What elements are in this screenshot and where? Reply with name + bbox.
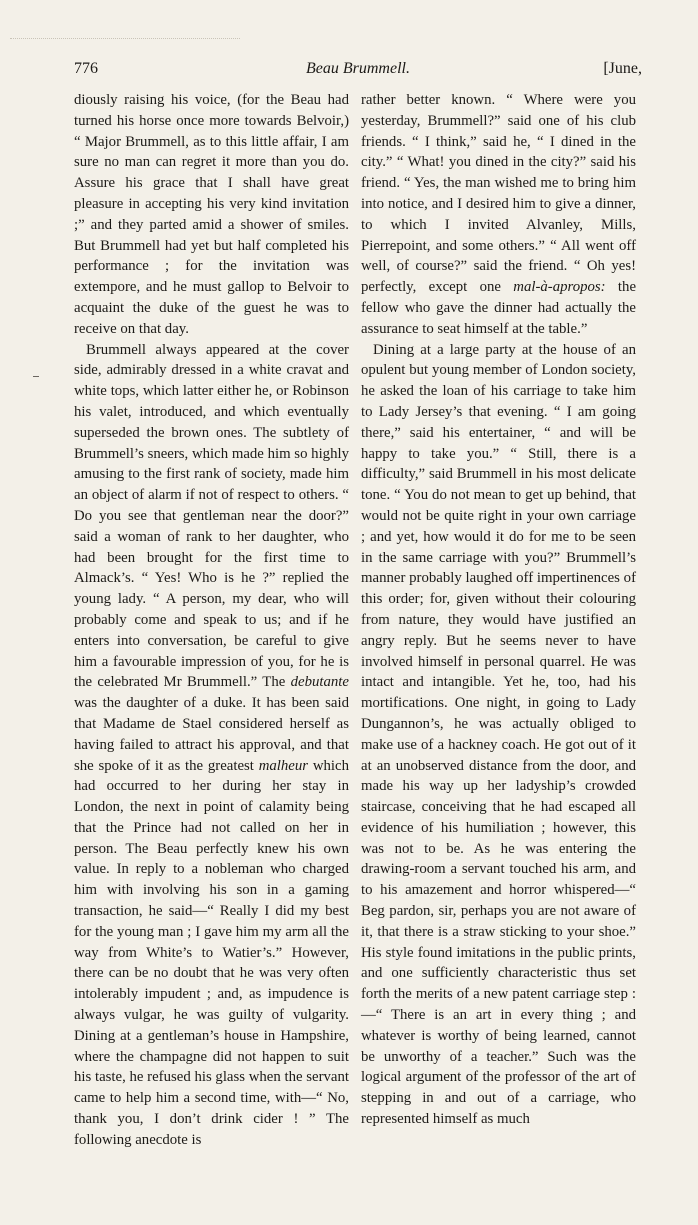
- text-run: rather better known. “ Where were you yesterday, Brummell?” said one of his club friends. “ I think,” said he, “ I dined in the city.” “ What! you dined in the city?” said his friend. “ Yes, the man wished me to bring him into notice, and I desired him to give a dinner, to which I invited Alvanley, Mills, Pierrepoint, and some others.” “ All went off well, of course?” said the friend. “ Oh yes! perfectly, except one: [361, 92, 636, 296]
- running-title: Beau Brummell.: [306, 60, 410, 77]
- right-column: [361, 90, 636, 1130]
- paragraph: Dining at a large party at the house of an opulent but young member of London society, he asked the loan of his carriage to take him to Lady Jersey’s that evening. “ I am going there,” said his entertainer, “ and will be happy to take you.” “ Still, there is a difficulty,” said Brummell in his most delicate tone. “ You do not mean to get up behind, that would not be quite right in your own carriage ; and yet, how would it do for me to be seen in the same carriage with you?” Brummell’s manner probably laughed off impertinences of this order; for, given without their colouring from nature, they would have justified an angry reply. But he seems never to have involved himself in personal quarrel. He was intact and intangible. Yet he, too, had his mortifications. One night, in going to Lady Dungannon’s, he was actually obliged to make use of a hackney coach. He got out of it at an unobserved distance from the door, and made his way up her ladyship’s crowded staircase, conceiving that he had escaped all evidence of his humiliation ; however, this was not to be. As he was entering the drawing-room a servant touched his arm, and to his amazement and horror whispered—“ Beg pardon, sir, perhaps you are not aware of it, that there is a straw sticking to your shoe.” His style found imitations in the public prints, and one sufficiently characteristic thus set forth the merits of a new patent carriage step :—“ There is an art in every thing ; and whatever is worthy of being learned, cannot be unworthy of a teacher.” Such was the logical argument of the professor of the art of stepping in and out of a carriage, who represented himself as much: [361, 341, 636, 1128]
- text-run: the fellow who gave the dinner had actually the assurance to seat himself at the table.”: [361, 279, 637, 337]
- text-run: Brummell always appeared at the cover side, admirably dressed in a white cravat and white tops, which latter either he, or Robinson his valet, introduced, and which eventually superseded the brown ones. The subtlety of Brummell’s sneers, which made him so highly amusing to the first rank of society, made him an object of alarm if not of respect to others. “ Do you see that gentleman near the door?” said a woman of rank to her daughter, who had been brought for the first time to Almack’s. “ Yes! Who is he ?” replied the young lady. “ A person, my dear, who will probably come and speak to us; and if he enters into conversation, be careful to give him a favourable impression of you, for he is the celebrated Mr Brummell.” The: [74, 341, 349, 691]
- running-header: [74, 60, 642, 84]
- italic-term: mal-à-apropos:: [513, 279, 606, 296]
- margin-mark: [33, 376, 39, 377]
- text-run: which had occurred to her during her stay in London, the next in point of calamity being that the Prince had not called on her in person. The Beau perfectly knew his own value. In reply to a nobleman who charged him with involving his son in a gaming transaction, he said—“ Really I did my best for the young man ; I gave him my arm all the way from White’s to Watier’s.” However, there can be no doubt that he was very often intolerably impudent ; and, as impudence is always vulgar, he was guilty of vulgarity. Dining at a gentleman’s house in Hampshire, where the champagne did not happen to suit his taste, he refused his glass when the servant came to help him a second time, with—“ No, thank you, I don’t drink cider ! ” The following anecdote is: [74, 757, 349, 1148]
- scan-artifact-line: [10, 38, 240, 40]
- running-month: [June,: [603, 60, 642, 77]
- italic-term: debutante: [290, 674, 349, 691]
- paragraph: [361, 90, 636, 340]
- left-column: [74, 90, 349, 1151]
- paragraph: [74, 340, 349, 1151]
- italic-term: malheur: [258, 757, 309, 774]
- text-run: was the daughter of a duke. It has been said that Madame de Stael considered herself as having failed to attract his approval, and that she spoke of it as the greatest: [74, 695, 349, 774]
- page-number: 776: [74, 60, 98, 77]
- paragraph: diously raising his voice, (for the Beau had turned his horse once more towards Belvoir,) “ Major Brummell, as to this little affair, I am sure no man can regret it more than you do. Assure his grace that I shall have great pleasure in accepting his very kind invitation ;” and they parted amid a shower of smiles. But Brummell had yet but half completed his performance ; for the invitation was extempore, and he must gallop to Belvoir to acquaint the duke of the guest he was to receive on that day.: [74, 92, 349, 337]
